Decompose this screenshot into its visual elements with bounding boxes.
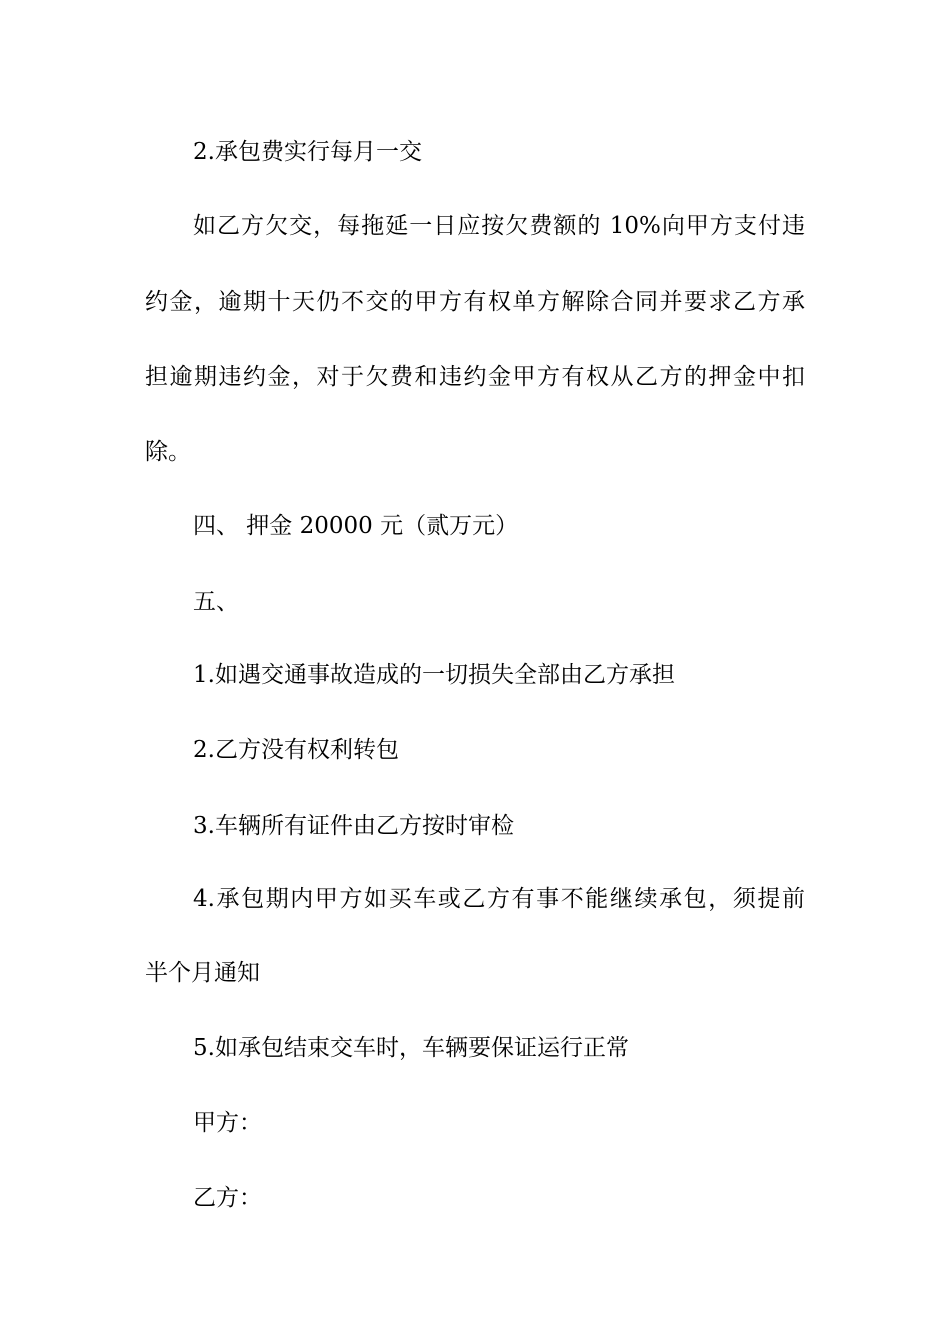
clause-vehicle-return: 5.如承包结束交车时，车辆要保证运行正常 — [193, 1035, 629, 1061]
clause-fee-monthly: 2.承包费实行每月一交 — [193, 139, 422, 165]
party-b-signature-label: 乙方： — [193, 1185, 262, 1211]
paragraph-late-fee-line-2: 约金，逾期十天仍不交的甲方有权单方解除合同并要求乙方承 — [145, 289, 805, 315]
paragraph-late-fee-line-4: 除。 — [145, 439, 191, 465]
section-deposit: 四、 押金 20000 元（贰万元） — [193, 513, 519, 539]
clause-accident: 1.如遇交通事故造成的一切损失全部由乙方承担 — [193, 662, 675, 688]
paragraph-late-fee-line-1: 如乙方欠交，每拖延一日应按欠费额的 10%向甲方支付违 — [193, 213, 805, 239]
party-a-signature-label: 甲方： — [193, 1110, 262, 1136]
clause-documents: 3.车辆所有证件由乙方按时审检 — [193, 813, 514, 839]
paragraph-late-fee-line-3: 担逾期违约金，对于欠费和违约金甲方有权从乙方的押金中扣 — [145, 364, 805, 390]
clause-no-subcontract: 2.乙方没有权利转包 — [193, 737, 399, 763]
clause-termination-notice-line-1: 4.承包期内甲方如买车或乙方有事不能继续承包，须提前 — [193, 886, 805, 912]
section-five-heading: 五、 — [193, 589, 239, 615]
clause-termination-notice-line-2: 半个月通知 — [145, 960, 260, 986]
